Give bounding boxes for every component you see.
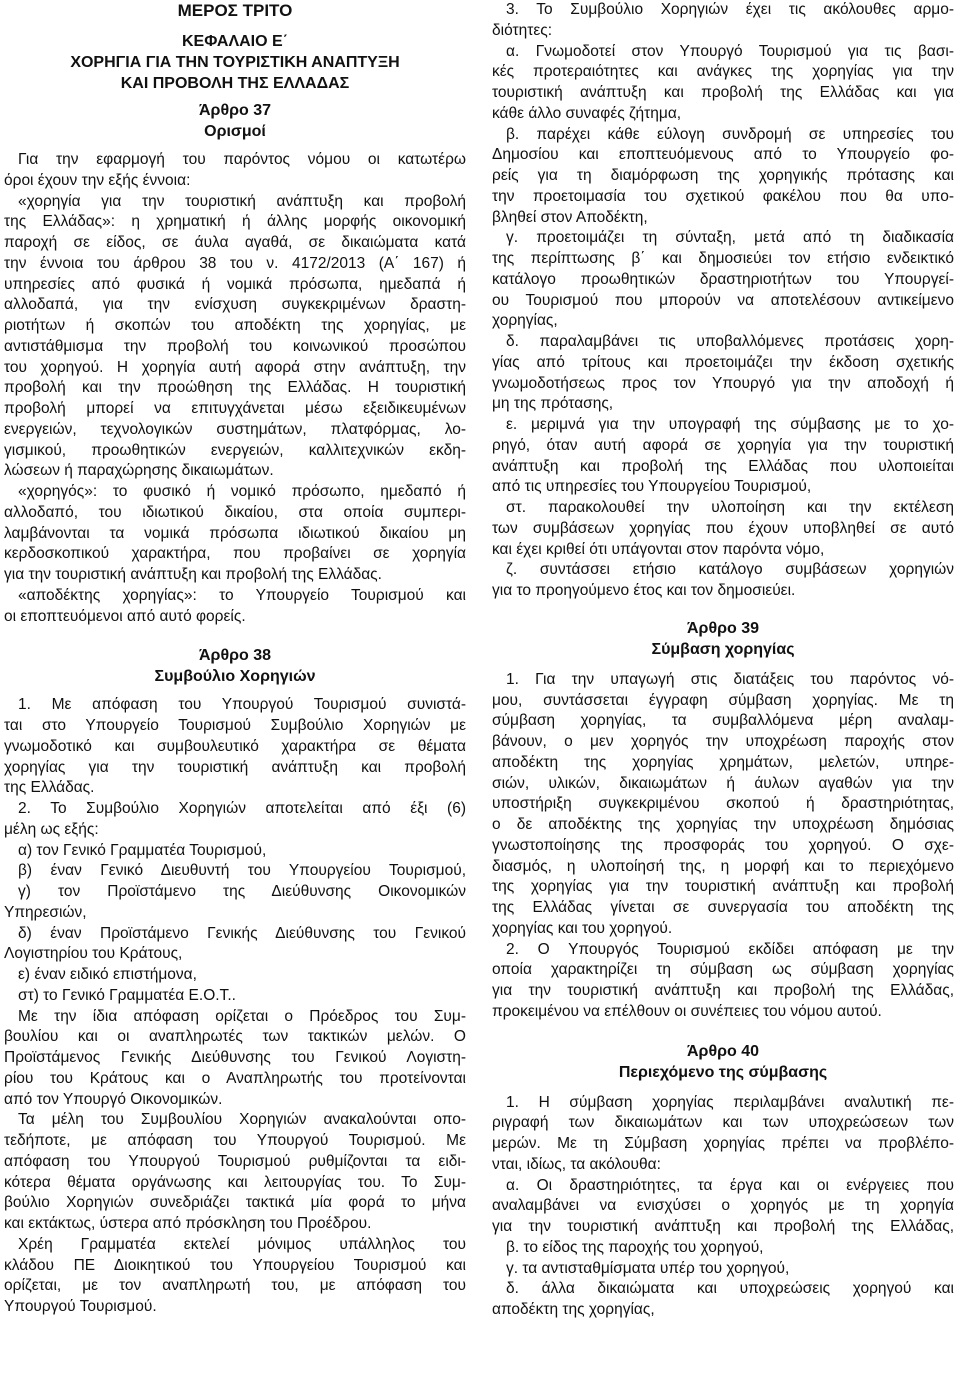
paragraph-line: κάθε άλλο συναφές ζήτημα, [492,104,682,122]
paragraph-line: την έννοια του άρθρου 38 του ν. 4172/2013 (Α΄ 167) ή [4,254,466,272]
paragraph-line: β. το είδος της παροχής του χορηγού, [506,1238,764,1256]
article-37-body [4,150,466,627]
paragraph-line: προβολή και την προώθηση της Ελλάδας. Η τουριστική [4,379,466,397]
paragraph-line: και εκτάκτως, ύστερα από πρόσκληση του Προέδρου. [4,1215,372,1232]
paragraph-line: β) έναν Γενικό Διευθυντή του Υπουργείου Τουρισμού, [18,862,466,880]
paragraph-line: «αποδέκτης χορηγίας»: το Υπουργείο Τουρισμού και [18,586,466,604]
paragraph-line: υποστήριξη συγκεκριμένου σκοπού ή δραστηριότητας, [492,795,954,813]
paragraph-line: οποία χαρακτηρίζει τη σύμβαση ως σύμβαση χορηγίας [492,961,954,979]
paragraph-line: ζ. συντάσσει ετήσιο κατάλογο συμβάσεων χορηγιών [506,561,954,579]
paragraph-line: αλλοδαπά, για την ενίσχυση συγκεκριμένων δραστη- [4,296,466,314]
paragraph-line: της χορηγίας για την τουριστική ανάπτυξη και προβολή [492,878,954,896]
paragraph-line: ανάπτυξη και προβολή της Ελλάδας που υλοποιείται [492,457,954,475]
paragraph-line: ε) έναν ειδικό επιστήμονα, [18,966,197,983]
paragraph-line: Υπουργού Τουρισμού. [4,1298,157,1315]
paragraph-line: και έχει κριθεί ότι υπάγονται στον παρόντα νόμο, [492,540,825,558]
chapter-subtitle-2: ΚΑΙ ΠΡΟΒΟΛΗ ΤΗΣ ΕΛΛΑΔΑΣ [120,75,350,92]
paragraph-line: κλάδου ΠΕ Διοικητικού του Υπουργείου Τουρισμού και [4,1256,466,1274]
paragraph-line: παροχή σε είδος, σε άυλα αγαθά, σε δικαιώματα κατά [4,234,466,251]
paragraph-line: α. Οι δραστηριότητες, τα έργα και οι ενέργειες που [506,1176,954,1194]
paragraph-line: χορηγίας για την τουριστική ανάπτυξη και προβολή [4,758,466,776]
paragraph-line: 1. Με απόφαση του Υπουργού Τουρισμού συνιστά- [18,696,466,714]
paragraph-line: βάνουν, ο μεν χορηγός την υποχρέωση παροχής στον [492,733,954,750]
paragraph-line: Προϊστάμενος Γενικής Διεύθυνσης του Γενικού Λογιστη- [4,1049,466,1066]
paragraph-line: αποδέκτη της χορηγίας, [492,1301,655,1318]
paragraph-line: λώσεων ή παραχώρησης δικαιωμάτων. [4,462,274,480]
paragraph-line: απόφαση του Υπουργού Τουρισμού ρυθμίζονται τα ειδι- [4,1152,466,1170]
paragraph-line: ριγραφή των δικαιωμάτων και των υποχρεώσεων των [492,1114,954,1132]
paragraph-line: λαμβάνονται τα νομικά πρόσωπα ιδιωτικού δικαίου μη [4,524,466,542]
paragraph-line: «χορηγός»: το φυσικό ή νομικό πρόσωπο, ημεδαπό ή [18,483,466,500]
paragraph-line: για την τουριστική ανάπτυξη και προβολή της Ελλάδας, [492,982,954,999]
paragraph-line: ορίζεται, με τον αναπληρωτή του, με απόφαση του [4,1277,466,1295]
paragraph-line: σιών, υλικών, δικαιωμάτων ή άυλων αγαθών για την [492,774,954,792]
paragraph-line: ου Τουρισμού που μπορούν να αποτελέσουν αντικείμενο [492,291,954,309]
paragraph-line: γ) τον Προϊστάμενο της Διεύθυνσης Οικονομικών [18,883,466,900]
paragraph-line: κότερα θέματα οργάνωσης και λειτουργίας του. Το Συμ- [4,1173,466,1191]
paragraph-line: β. παρέχει κάθε εύλογη συνδρομή σε υπηρεσίες του [506,125,954,143]
paragraph-line: χορηγίας, [492,312,558,330]
paragraph-line: α. Γνωμοδοτεί στον Υπουργό Τουρισμού για τις βασι- [506,42,954,60]
paragraph-line: Για την εφαρμογή του παρόντος νόμου οι κατωτέρω [18,151,466,168]
paragraph-line: για την τουριστική ανάπτυξη και προβολή της Ελλάδας. [4,566,382,583]
paragraph-line: γίας από τρίτους και προετοιμάζει την έκδοση σχετικής [492,353,954,371]
article-39-body [492,670,954,1023]
paragraph-line: κατάλογο προωθητικών δραστηριοτήτων του Υπουργεί- [492,270,954,288]
paragraph-line: ται στο Υπουργείο Τουρισμού Συμβούλιο Χορηγιών με [4,717,466,734]
paragraph-line: στ. παρακολουθεί την υλοποίηση και την εκτέλεση [506,499,954,516]
article-38-body [4,695,466,1318]
paragraph-line: ενεργειών, τεχνολογικών συστημάτων, πλατφόρμας, λο- [4,420,466,438]
paragraph-line: μέλη ως εξής: [4,820,99,838]
paragraph-line: γ. προετοιμάζει τη σύνταξη, μετά από τη διαδικασία [506,229,954,247]
paragraph-line: Δημοσίου και εποπτευόμενους από το Υπουργείο φο- [492,146,954,164]
article-39-number: Άρθρο 39 [686,619,759,637]
paragraph-line: διότητες: [492,21,553,39]
right-column [492,0,954,1321]
paragraph-line: την προετοιμασία του σχετικού φακέλου που θα υπο- [492,187,954,205]
paragraph-line: ριοτήτων ή σκοπών του αποδέκτη της χορηγίας, με [4,317,466,334]
paragraph-line: κές προτεραιότητες και ανάγκες της χορηγίας για την [492,63,954,81]
paragraph-line: 3. Το Συμβούλιο Χορηγιών έχει τις ακόλουθες αρμο- [506,1,954,18]
paragraph-line: για το προηγούμενο έτος και τον δημοσιεύει. [492,582,796,599]
article-37-number: Άρθρο 37 [198,102,271,119]
paragraph-line: ρηγό, όταν αυτή αφορά σε χορηγία για την τουριστική [492,436,954,454]
paragraph-line: διασμός, η υλοποίησή της, η μορφή και το περιεχόμενο [492,857,954,875]
paragraph-line: 1. Η σύμβαση χορηγίας περιλαμβάνει αναλυτική πε- [506,1093,954,1111]
paragraph-line: στ) το Γενικό Γραμματέα Ε.Ο.Τ.. [18,986,236,1004]
paragraph-line: οι εποπτευόμενοι από αυτό φορείς. [4,607,246,625]
article-38-number: Άρθρο 38 [198,647,271,665]
paragraph-line: βουλίου και οι αναπληρωτές των τακτικών μελών. Ο [4,1028,466,1046]
paragraph-line: όροι έχουν την εξής έννοια: [4,171,191,189]
paragraph-line: μη της πρότασης, [492,395,614,413]
paragraph-line: γνωμοδοτικό και συμβουλευτικό χαρακτήρα σε θέματα [4,737,466,755]
paragraph-line: ε. μεριμνά για την υπογραφή της σύμβασης με το χο- [506,416,954,433]
paragraph-line: μου, συντάσσεται έγγραφη σύμβαση χορηγίας. Με τη [492,691,954,709]
paragraph-line: «χορηγία για την τουριστική ανάπτυξη και προβολή [18,192,466,210]
paragraph-line: από τις υπηρεσίες του Υπουργείου Τουρισμού, [492,478,812,496]
paragraph-line: τεδήποτε, με απόφαση του Υπουργού Τουρισμού. Με [4,1132,466,1149]
part-title: ΜΕΡΟΣ ΤΡΙΤΟ [177,1,293,20]
paragraph-line: προκειμένου να επέλθουν οι συνέπειες του νόμου αυτού. [492,1002,882,1020]
paragraph-line: 2. Ο Υπουργός Τουρισμού εκδίδει απόφαση με την [506,940,954,958]
paragraph-line: της Ελλάδας γίνεται σε συνεργασία του αποδέκτη της [492,899,954,916]
paragraph-line: της Ελλάδας»: η χρηματική ή άλλης μορφής οικονομική [4,213,466,231]
paragraph-line: 2. Το Συμβούλιο Χορηγιών αποτελείται από έξι (6) [18,800,466,817]
paragraph-line: υπηρεσίες από φυσικά ή νομικά πρόσωπα, ημεδαπά ή [4,275,466,293]
paragraph-line: βληθεί στον Αποδέκτη, [492,208,648,226]
paragraph-line: βούλιο Χορηγιών συνεδριάζει τακτικά μία φορά το μήνα [4,1194,466,1212]
article-38-title: Συμβούλιο Χορηγιών [154,668,316,686]
left-column [4,0,466,1318]
paragraph-line: για την τουριστική ανάπτυξη και προβολή της Ελλάδας, [492,1218,954,1235]
paragraph-line: αναλαμβάνει να ενισχύσει ο χορηγός με τη χορηγία [492,1197,954,1215]
paragraph-line: από τον Υπουργό Οικονομικών. [4,1090,223,1108]
article-39-title: Σύμβαση χορηγίας [651,640,795,658]
paragraph-line: γ. τα αντισταθμίσματα υπέρ του χορηγού, [506,1259,790,1277]
article-40-number: Άρθρο 40 [686,1042,759,1060]
article-40-title: Περιεχόμενο της σύμβασης [618,1063,828,1081]
paragraph-line: Τα μέλη του Συμβουλίου Χορηγιών ανακαλούνται οπο- [18,1111,466,1129]
paragraph-line: ρείς για τη διαμόρφωση της χορηγικής πρότασης και [492,167,954,184]
paragraph-line: του χορηγού. Η χορηγία αυτή αφορά στην ανάπτυξη, την [4,358,466,376]
paragraph-line: χορηγίας και του χορηγού. [492,919,673,937]
article-37-title: Ορισμοί [204,123,266,140]
paragraph-line: αλλοδαπό, του ιδιωτικού δικαίου, στα οποία συμπερι- [4,503,466,521]
paragraph-line: σύμβαση χορηγίας, τα συμβαλλόμενα μέρη αναλαμ- [492,712,954,730]
paragraph-line: νται, ιδίως, τα ακόλουθα: [492,1155,661,1173]
paragraph-line: γνωστοποίησης της προσφοράς του χορηγού. Ο σχε- [492,836,954,854]
paragraph-line: της περίπτωσης β΄ και δημοσιεύει τον ετήσιο ενδεικτικό [492,250,954,267]
paragraph-line: Με την ίδια απόφαση ορίζεται ο Πρόεδρος του Συμ- [18,1007,466,1025]
paragraph-line: αποδέκτη της χορηγίας χρημάτων, μελετών, υπηρε- [492,753,954,771]
paragraph-line: δ. άλλα δικαιώματα και υποχρεώσεις χορηγού και [506,1280,954,1298]
paragraph-line: Χρέη Γραμματέα εκτελεί μόνιμος υπάλληλος του [18,1235,466,1253]
article-38-continued [492,0,954,602]
paragraph-line: κερδοσκοπικού χαρακτήρα, που προβαίνει σε χορηγία [4,545,466,563]
paragraph-line: γνωμοδοτήσεως προς τον Υπουργό για την αποδοχή ή [492,374,954,392]
paragraph-line: μερών. Με τη Σύμβαση χορηγίας πρέπει να προβλέπο- [492,1135,954,1152]
paragraph-line: Υπηρεσιών, [4,903,87,921]
paragraph-line: της Ελλάδας. [4,779,95,797]
chapter-subtitle-1: ΧΟΡΗΓΙΑ ΓΙΑ ΤΗΝ ΤΟΥΡΙΣΤΙΚΗ ΑΝΑΠΤΥΞΗ [70,54,400,71]
paragraph-line: ο δε αποδέκτης της χορηγίας την υποχρέωση δημόσιας [492,816,954,833]
paragraph-line: των συμβάσεων χορηγίας που έχουν υποβληθεί σε αυτό [492,519,954,537]
article-40-body [492,1093,954,1321]
chapter-title: ΚΕΦΑΛΑΙΟ Ε΄ [181,33,289,50]
paragraph-line: Λογιστηρίου του Κράτους, [4,945,183,963]
paragraph-line: δ. παραλαμβάνει τις υποβαλλόμενες προτάσεις χορη- [506,333,954,350]
paragraph-line: α) τον Γενικό Γραμματέα Τουρισμού, [18,841,267,859]
paragraph-line: προβολή μπορεί να επιτυγχάνεται μέσω εξειδικευμένων [4,400,466,417]
paragraph-line: γισμικού, προωθητικών ενεργειών, καλλιτεχνικών εκδη- [4,441,466,459]
paragraph-line: τουριστική ανάπτυξη και προβολή της Ελλάδας και για [492,84,954,101]
paragraph-line: 1. Για την υπαγωγή στις διατάξεις του παρόντος νό- [506,670,954,688]
paragraph-line: δ) έναν Προϊστάμενο Γενικής Διεύθυνσης του Γενικού [18,924,466,942]
paragraph-line: αντιστάθμισμα την προβολή του κοινωνικού προσώπου [4,337,466,355]
paragraph-line: ρίου του Κράτους και ο Αναπληρωτής του προτείνονται [4,1069,466,1087]
